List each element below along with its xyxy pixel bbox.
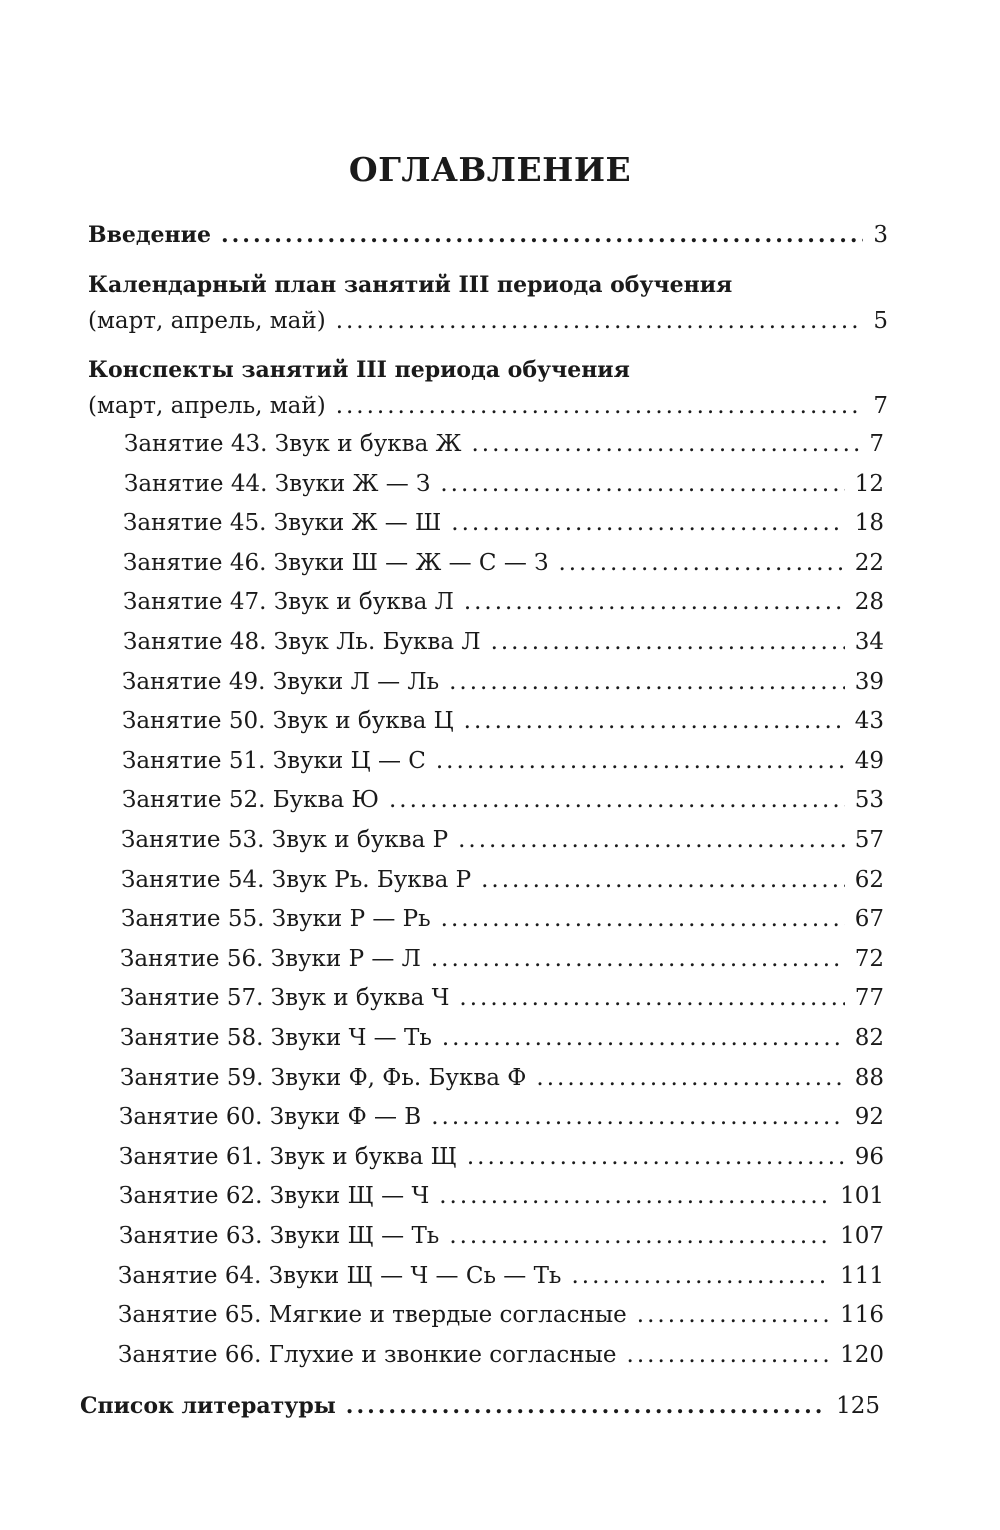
toc-entry-calendar[interactable] [88,308,888,334]
toc-entry-lesson[interactable] [121,867,884,893]
toc-entry-page: 67 [854,906,884,932]
toc-entry-lesson[interactable] [122,669,884,695]
toc-entry-page: 101 [840,1183,884,1209]
toc-entry-text: Занятие 65. Мягкие и твердые согласные [118,1302,627,1328]
toc-entry-lesson[interactable] [123,629,884,655]
dot-leader [336,393,864,419]
dot-leader [536,1065,844,1091]
toc-entry-text: Занятие 43. Звук и буква Ж [124,431,462,457]
toc-entry-page: 120 [840,1342,884,1368]
toc-entry-page: 96 [854,1144,884,1170]
toc-entry-lesson[interactable] [119,1223,884,1249]
toc-entry-lesson[interactable] [124,431,884,457]
dot-leader [459,985,844,1011]
dot-leader [467,1144,845,1170]
dot-leader [481,867,845,893]
toc-entry-page: 62 [854,867,884,893]
toc-entry-references[interactable] [80,1393,880,1419]
dot-leader [431,1104,845,1130]
toc-entry-page: 12 [854,471,884,497]
toc-entry-text: Список литературы [80,1393,336,1419]
toc-entry-page: 18 [854,510,884,536]
toc-entry-text: Занятие 66. Глухие и звонкие согласные [118,1342,617,1368]
toc-entry-page: 72 [854,946,884,972]
toc-entry-text: Занятие 62. Звуки Щ — Ч [119,1183,430,1209]
dot-leader [464,589,845,615]
toc-entry-text: Занятие 63. Звуки Щ — Ть [119,1223,440,1249]
dot-leader [571,1263,830,1289]
toc-entry-lesson[interactable] [119,1144,884,1170]
toc-entry-text: Занятие 60. Звуки Ф — В [119,1104,422,1130]
toc-entry-lesson[interactable] [119,1104,884,1130]
toc-entry-page: 82 [854,1025,884,1051]
toc-entry-text: Занятие 48. Звук Ль. Буква Л [123,629,481,655]
dot-leader [436,748,845,774]
dot-leader [439,1183,830,1209]
toc-entry-page: 88 [854,1065,884,1091]
dot-leader [442,1025,845,1051]
dot-leader [451,510,844,536]
toc-entry-text: Занятие 44. Звуки Ж — З [124,471,431,497]
dot-leader [464,708,845,734]
dot-leader [441,906,845,932]
toc-entry-page: 39 [854,669,884,695]
toc-entry-text: Занятие 46. Звуки Ш — Ж — С — З [123,550,549,576]
toc-entry-lesson[interactable] [122,748,884,774]
toc-entry-text: Занятие 51. Звуки Ц — С [122,748,426,774]
dot-leader [458,827,845,853]
dot-leader [558,550,844,576]
toc-entry-text: Занятие 58. Звуки Ч — Ть [120,1025,432,1051]
dot-leader [389,787,845,813]
toc-entry-lesson[interactable] [120,985,884,1011]
toc-entry-page: 7 [873,393,888,419]
toc-entry-lesson[interactable] [121,906,884,932]
toc-entry-text: Занятие 50. Звук и буква Ц [122,708,454,734]
toc-entry-page: 116 [840,1302,884,1328]
toc-entry-text: Занятие 56. Звуки Р — Л [120,946,421,972]
toc-entry-text: Занятие 49. Звуки Л — Ль [122,669,440,695]
toc-entry-text: Занятие 59. Звуки Ф, Фь. Буква Ф [120,1065,527,1091]
toc-entry-text: Введение [88,222,211,248]
toc-entry-text: Занятие 57. Звук и буква Ч [120,985,450,1011]
toc-entry-page: 34 [854,629,884,655]
dot-leader [221,222,863,248]
toc-entry-text: Занятие 45. Звуки Ж — Ш [123,510,442,536]
toc-entry-lesson[interactable] [120,946,884,972]
toc-entry-text: Занятие 61. Звук и буква Щ [119,1144,457,1170]
toc-entry-notes[interactable] [88,393,888,419]
toc-entry-intro[interactable] [88,222,888,248]
toc-entry-lesson[interactable] [121,827,884,853]
page-title: ОГЛАВЛЕНИЕ [348,150,632,189]
toc-entry-page: 7 [869,431,884,457]
toc-entry-lesson[interactable] [118,1342,884,1368]
toc-entry-text: (март, апрель, май) [88,308,326,334]
toc-entry-lesson[interactable] [119,1183,884,1209]
toc-entry-page: 111 [840,1263,884,1289]
toc-entry-text: Занятие 47. Звук и буква Л [123,589,454,615]
dot-leader [637,1302,830,1328]
toc-entry-text: Занятие 54. Звук Рь. Буква Р [121,867,472,893]
toc-entry-text: (март, апрель, май) [88,393,326,419]
toc-entry-page: 49 [854,748,884,774]
toc-entry-page: 28 [854,589,884,615]
toc-entry-text: Занятие 52. Буква Ю [122,787,379,813]
toc-entry-lesson[interactable] [120,1065,884,1091]
toc-entry-page: 77 [854,985,884,1011]
toc-entry-lesson[interactable] [120,1025,884,1051]
toc-entry-text: Занятие 64. Звуки Щ — Ч — Сь — Ть [118,1263,562,1289]
toc-entry-lesson[interactable] [118,1263,884,1289]
toc-entry-text: Занятие 55. Звуки Р — Рь [121,906,431,932]
toc-entry-page: 125 [836,1393,880,1419]
dot-leader [449,669,845,695]
toc-entry-lesson[interactable] [122,708,884,734]
toc-entry-page: 53 [854,787,884,813]
dot-leader [336,308,864,334]
dot-leader [471,431,859,457]
dot-leader [346,1393,826,1419]
toc-entry-page: 92 [854,1104,884,1130]
toc-entry-page: 43 [854,708,884,734]
toc-entry-page: 107 [840,1223,884,1249]
toc-entry-lesson[interactable] [122,787,884,813]
dot-leader [627,1342,831,1368]
toc-entry-page: 5 [873,308,888,334]
toc-entry-lesson[interactable] [124,471,884,497]
toc-entry-text: Занятие 53. Звук и буква Р [121,827,449,853]
toc-entry-lesson[interactable] [123,550,884,576]
dot-leader [440,471,844,497]
toc-entry-lesson[interactable] [118,1302,884,1328]
toc-entry-notes-title: Конспекты занятий III периода обучения [88,357,630,383]
dot-leader [491,629,845,655]
toc-entry-lesson[interactable] [123,589,884,615]
toc-entry-calendar-title: Календарный план занятий III периода обучения [88,272,733,298]
dot-leader [431,946,845,972]
toc-entry-page: 57 [854,827,884,853]
dot-leader [449,1223,830,1249]
toc-entry-page: 3 [873,222,888,248]
toc-entry-page: 22 [854,550,884,576]
toc-entry-lesson[interactable] [123,510,884,536]
